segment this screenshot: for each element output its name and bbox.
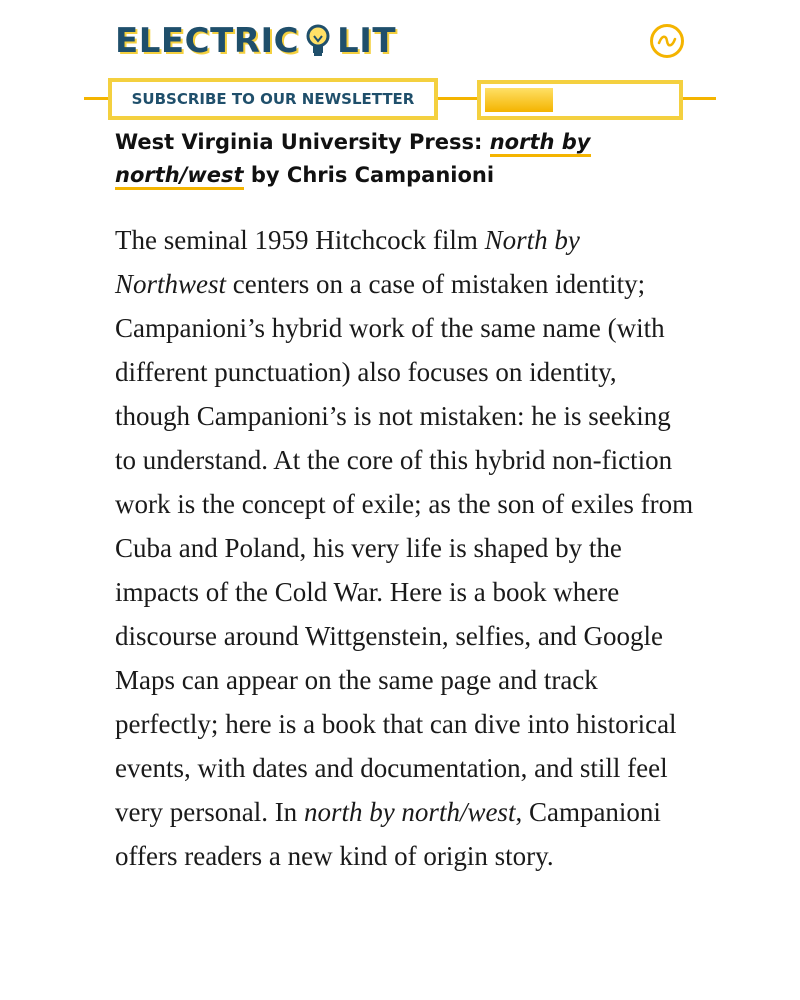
body-film-title: North by Northwest xyxy=(115,225,580,299)
logo-text-electric: ELECTRIC xyxy=(115,21,300,61)
article-title xyxy=(115,126,685,192)
body-book-title: north by north/west xyxy=(303,797,516,827)
title-suffix: by Chris Campanioni xyxy=(243,163,495,187)
reading-progress-bar xyxy=(477,80,683,120)
site-header xyxy=(115,20,396,62)
wave-menu-icon xyxy=(657,34,677,48)
reading-progress-fill xyxy=(485,88,553,112)
body-part-3: , Campanioni offers readers a new kind of origin story. xyxy=(115,797,661,871)
subscribe-newsletter-button[interactable]: SUBSCRIBE TO OUR NEWSLETTER xyxy=(108,78,438,120)
lightbulb-icon xyxy=(305,24,331,58)
logo-text-lit: LIT xyxy=(337,21,397,61)
menu-button[interactable] xyxy=(650,24,684,58)
body-part-1: The seminal 1959 Hitchcock film xyxy=(115,225,485,255)
body-part-2: centers on a case of mistaken identity; Campanioni’s hybrid work of the same name (with different punctuation) also focuses on identity, though Campanioni’s is not mistaken: he is seeking to understand. At the core of this hybrid non-fiction work is the concept of exile; as the son of exiles from Cuba and Poland, his very life is shaped by the impacts of the Cold War. Here is a book where discourse around Wittgenstein, selfies, and Google Maps can appear on the same page and track perfectly; here is a book that can dive into historical events, with dates and documentation, and still feel very personal. In xyxy=(115,269,694,827)
site-logo[interactable] xyxy=(115,21,396,61)
title-prefix: West Virginia University Press: xyxy=(115,130,490,154)
article-body xyxy=(115,218,695,878)
book-title-link[interactable]: north by north/west xyxy=(115,130,591,190)
